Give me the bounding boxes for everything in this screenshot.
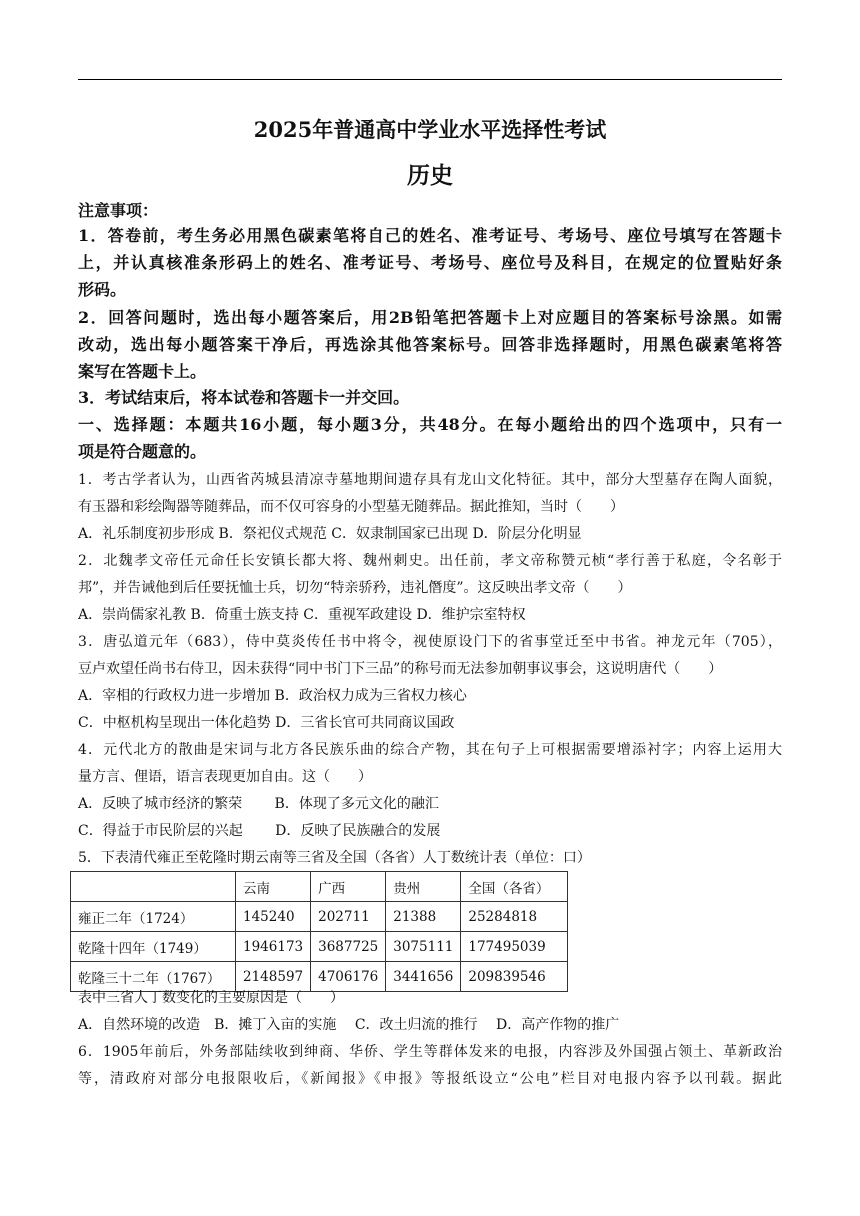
top-rule xyxy=(78,79,782,80)
q2-options: A．崇尚儒家礼教 B．倚重士族支持 C．重视军政建设 D．维护宗室特权 xyxy=(78,607,526,623)
q1-stem-line2: 有玉器和彩绘陶器等随葬品，而不仅可容身的小型墓无随葬品。据此推知，当时（ ） xyxy=(78,499,624,515)
q2-stem-line2: 邦”，并告诫他到后任要抚恤士兵，切勿“特亲骄矜，违礼僭度”。这反映出孝文帝（ ） xyxy=(78,580,632,596)
notes-item1-line1: 1．答卷前，考生务必用黑色碳素笔将自己的姓名、准考证号、考场号、座位号填写在答题卡 xyxy=(78,226,782,245)
table-cell: 145240 xyxy=(236,902,311,932)
table-header-cell: 云南 xyxy=(236,872,311,902)
table-header-cell xyxy=(71,872,236,902)
q5-options: A．自然环境的改造 B．摊丁入亩的实施 C．改土归流的推行 D．高产作物的推广 xyxy=(78,1017,620,1033)
table-cell: 4706176 xyxy=(311,962,386,992)
q3-stem-line1: 3．唐弘道元年（683），侍中莫炎传任书中将令，视使原设门下的省事堂迁至中书省。神龙元年（705）， xyxy=(78,634,782,650)
table-header-cell: 广西 xyxy=(311,872,386,902)
table-cell: 2148597 xyxy=(236,962,311,992)
table-cell: 21388 xyxy=(386,902,461,932)
notes-item1-line3: 形码。 xyxy=(78,280,127,299)
q4-stem-line1: 4．元代北方的散曲是宋词与北方各民族乐曲的综合产物，其在句子上可根据需要增添衬字；内容上运用大 xyxy=(78,742,782,758)
table-cell: 3441656 xyxy=(386,962,461,992)
table-row xyxy=(71,902,568,932)
q6-stem-line1: 6．1905年前后，外务部陆续收到绅商、华侨、学生等群体发来的电报，内容涉及外国强占领土、革新政治 xyxy=(78,1044,782,1060)
population-table xyxy=(70,871,568,992)
table-cell: 209839546 xyxy=(461,962,568,992)
q6-stem-line2: 等，清政府对部分电报限收后，《新闻报》《申报》等报纸设立“公电”栏目对电报内容予以刊载。据此 xyxy=(78,1071,782,1087)
table-header-cell: 贵州 xyxy=(386,872,461,902)
q4-options-line2: C．得益于市民阶层的兴起 D．反映了民族融合的发展 xyxy=(78,823,441,839)
table-cell: 3075111 xyxy=(386,932,461,962)
table-cell: 乾隆三十二年（1767） xyxy=(71,962,236,992)
notes-item2-line2: 改动，选出每小题答案干净后，再选涂其他答案标号。回答非选择题时，用黑色碳素笔将答 xyxy=(78,335,782,354)
section1-intro-line1: 一、选择题：本题共16小题，每小题3分，共48分。在每小题给出的四个选项中，只有一 xyxy=(78,415,782,434)
q3-options-line1: A．宰相的行政权力进一步增加 B．政治权力成为三省权力核心 xyxy=(78,688,467,704)
subject-title: 历史 xyxy=(407,162,453,189)
q5-after-table: 表中三省人丁数变化的主要原因是（ ） xyxy=(78,990,344,1006)
notes-item2-line3: 案写在答题卡上。 xyxy=(78,362,207,381)
table-header-cell: 全国（各省） xyxy=(461,872,568,902)
q5-stem: 5．下表清代雍正至乾隆时期云南等三省及全国（各省）人丁数统计表（单位：口） xyxy=(78,850,591,866)
q4-stem-line2: 量方言、俚语，语言表现更加自由。这（ ） xyxy=(78,769,372,785)
q2-stem-line1: 2．北魏孝文帝任元命任长安镇长都大将、魏州刺史。出任前，孝文帝称赞元桢“孝行善于私庭，令名彰于 xyxy=(78,553,782,569)
q4-options-line1: A．反映了城市经济的繁荣 B．体现了多元文化的融汇 xyxy=(78,796,439,812)
table-cell: 177495039 xyxy=(461,932,568,962)
table-row xyxy=(71,932,568,962)
table-cell: 202711 xyxy=(311,902,386,932)
q3-stem-line2: 豆卢欢望任尚书右侍卫，因未获得“同中书门下三品”的称号而无法参加朝事议事会，这说明唐代（ ） xyxy=(78,661,723,677)
notes-item3: 3．考试结束后，将本试卷和答题卡一并交回。 xyxy=(78,388,410,407)
table-cell: 3687725 xyxy=(311,932,386,962)
table-cell: 乾隆十四年（1749） xyxy=(71,932,236,962)
notes-heading: 注意事项： xyxy=(78,201,159,220)
q1-options: A．礼乐制度初步形成 B．祭祀仪式规范 C．奴隶制国家已出现 D．阶层分化明显 xyxy=(78,526,582,542)
q1-stem-line1: 1．考古学者认为，山西省芮城县清凉寺墓地期间遗存具有龙山文化特征。其中，部分大型墓存在陶人面貌， xyxy=(78,472,782,488)
table-header-row xyxy=(71,872,568,902)
section1-intro-line2: 项是符合题意的。 xyxy=(78,442,207,461)
table-cell: 1946173 xyxy=(236,932,311,962)
notes-item2-line1: 2．回答问题时，选出每小题答案后，用2B铅笔把答题卡上对应题目的答案标号涂黑。如需 xyxy=(78,308,782,327)
notes-item1-line2: 上，并认真核准条形码上的姓名、准考证号、考场号、座位号及科目，在规定的位置贴好条 xyxy=(78,253,782,272)
q3-options-line2: C．中枢机构呈现出一体化趋势 D．三省长官可共同商议国政 xyxy=(78,715,455,731)
table-cell: 雍正二年（1724） xyxy=(71,902,236,932)
table-cell: 25284818 xyxy=(461,902,568,932)
exam-title: 2025年普通高中学业水平选择性考试 xyxy=(253,117,607,142)
